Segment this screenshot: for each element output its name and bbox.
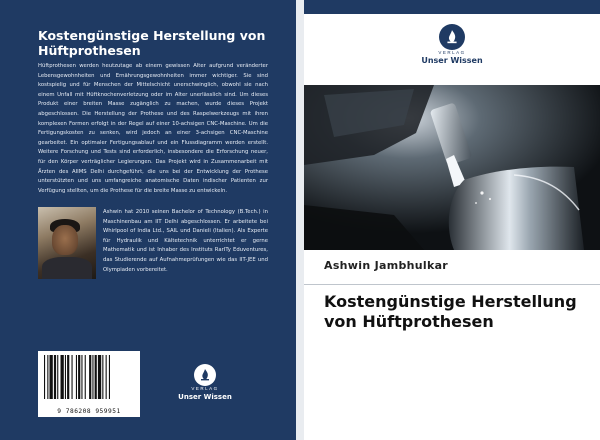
publisher-name: Unser Wissen [421, 56, 483, 65]
author-photo [38, 207, 96, 279]
front-book-title: Kostengünstige Herstellung von Hüftprothesen [324, 292, 577, 331]
front-publisher-logo [407, 24, 497, 65]
publisher-verlag-label: VERLAG [191, 386, 219, 391]
cnc-machining-photo [304, 85, 600, 250]
front-author-name: Ashwin Jambhulkar [324, 259, 449, 272]
author-photo-shirt [42, 257, 92, 279]
publisher-logo-icon [194, 364, 216, 386]
back-publisher-logo [170, 364, 240, 401]
publisher-verlag-label: VERLAG [438, 50, 466, 55]
back-cover [0, 0, 296, 440]
book-spine [296, 0, 304, 440]
back-cover-title: Kostengünstige Herstellung von Hüftprothesen [38, 28, 266, 58]
barcode-number: 9 786208 959951 [57, 408, 121, 415]
front-top-band [304, 0, 600, 14]
publisher-name: Unser Wissen [178, 393, 232, 401]
book-description: Hüftprothesen werden heutzutage ab einem gewissen Alter aufgrund veränderter Lebensgewohnheiten und Ernährungsgewohnheiten immer wichtiger. Sie sind kostspielig und für Menschen der Mittelschicht unerschwinglich, obwohl sie nach einem Unfall mit Hüftknochenverletzung oder im Alter unerlässlich sind. Um dieses Produkt einer breiten Masse zugänglich zu machen, wurde dieses Projekt abgeschlossen. Die Herstellung der Prothese und des Raspelwerkzeugs mit ihren komplexen Formen erfolgt in der Regel auf einer 10-achsigen CNC-Maschine. Um die Fertigungskosten zu senken, wird jedoch an einer 3-achsigen CNC-Maschine gearbeitet. Ein optimaler Fertigungsablauf und ein Flussdiagramm werden erstellt. Weitere Forschung und Tests sind erforderlich, insbesondere die Erforschung neuer, für den Körper verträglicher Legierungen. Das Projekt wird in Zusammenarbeit mit Ärzten des AIIMS Delhi durchgeführt, die uns bei der Entwicklung der Prothese unterstützten und uns umfangreiche anatomische Daten indischer Patienten zur Verfügung stellten, um die Prothese für die breite Masse zu entwickeln. [38, 63, 268, 194]
author-photo-face [52, 225, 78, 255]
publisher-logo-icon [439, 24, 465, 50]
divider [304, 284, 600, 285]
author-bio: Ashwin hat 2010 seinen Bachelor of Technology (B.Tech.) in Maschinenbau am IIT Delhi abgeschlossen. Er arbeitete bei Whirlpool of India Ltd., SAIL und Danieli (Italien). Als Experte für Hydraulik und Kältetechnik unterrichtet er gerne Mathematik und ist Inhaber des Instituts RarITy Eduventures, das Studierende auf Aufnahmeprüfungen wie das IIT-JEE und Olympiaden vorbereitet. [103, 209, 268, 273]
front-cover [304, 0, 600, 440]
barcode-bars [42, 355, 136, 401]
isbn-barcode [38, 351, 140, 417]
